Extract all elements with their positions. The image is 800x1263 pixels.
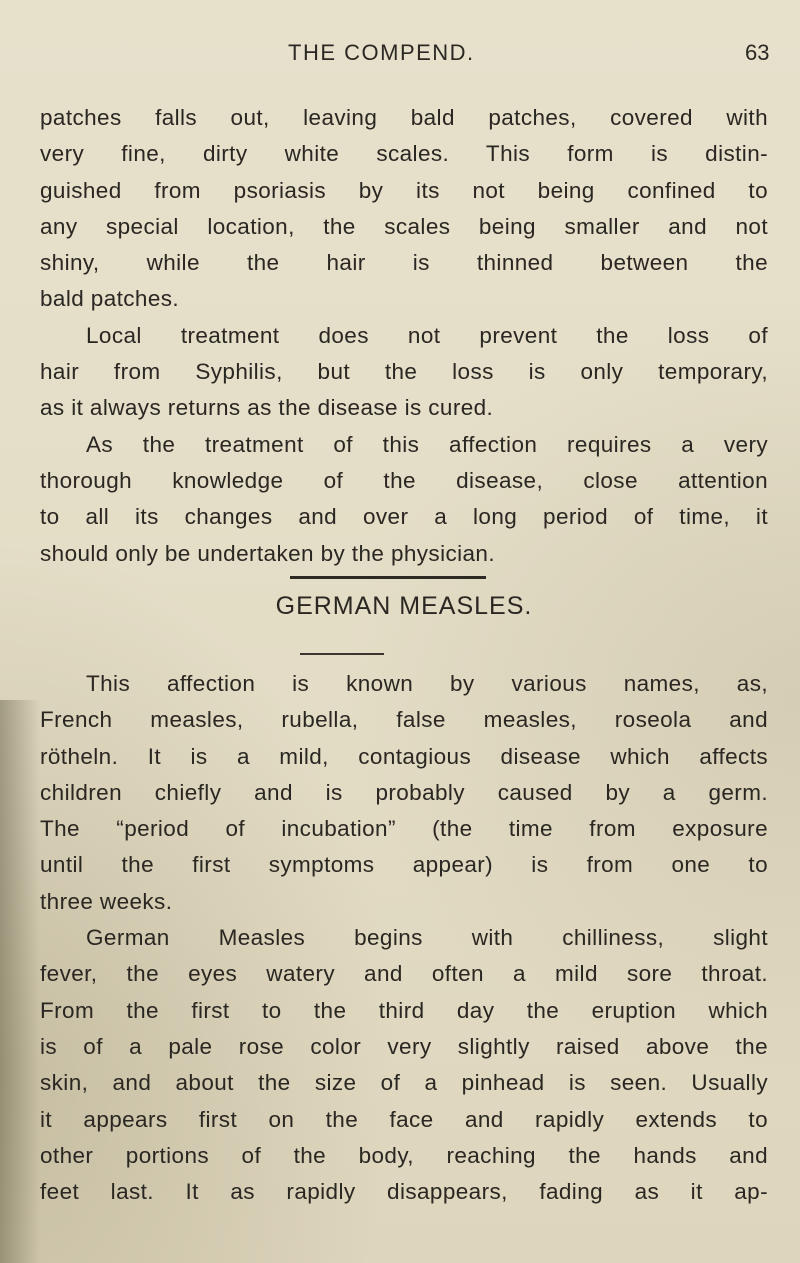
running-title: THE COMPEND.: [288, 40, 475, 65]
text-line: children chiefly and is probably caused by a germ.: [40, 779, 768, 805]
text-line: German Measles begins with chilliness, slight: [86, 925, 768, 951]
text-line: to all its changes and over a long period of time, it: [40, 504, 768, 530]
text-line: From the first to the third day the eruption which: [40, 997, 768, 1023]
text-line: hair from Syphilis, but the loss is only temporary,: [40, 359, 768, 385]
section-divider-rule: [290, 576, 486, 579]
text-line: French measles, rubella, false measles, roseola and: [40, 707, 768, 733]
text-line: is of a pale rose color very slightly raised above the: [40, 1033, 768, 1059]
text-line: thorough knowledge of the disease, close attention: [40, 467, 768, 493]
page-edge-shadow: [0, 700, 40, 1263]
text-line: patches falls out, leaving bald patches, covered with: [40, 105, 768, 130]
running-head: [0, 32, 800, 72]
paragraph-block-german-measles: [40, 666, 768, 1210]
text-line: feet last. It as rapidly disappears, fading as it ap-: [40, 1179, 768, 1205]
text-line: As the treatment of this affection requires a very: [86, 431, 768, 457]
text-line: rötheln. It is a mild, contagious disease which affects: [40, 743, 768, 769]
text-line: Local treatment does not prevent the loss of: [86, 322, 768, 348]
text-line: skin, and about the size of a pinhead is seen. Usually: [40, 1070, 768, 1096]
text-line: other portions of the body, reaching the hands and: [40, 1142, 768, 1168]
text-line: fever, the eyes watery and often a mild sore throat.: [40, 961, 768, 987]
text-line: bald patches.: [40, 286, 180, 312]
text-line: it appears first on the face and rapidly extends to: [40, 1106, 768, 1132]
text-line: shiny, while the hair is thinned between the: [40, 250, 768, 276]
text-line: as it always returns as the disease is cured.: [40, 395, 494, 421]
text-line: The “period of incubation” (the time from exposure: [40, 816, 768, 842]
text-line: any special location, the scales being smaller and not: [40, 213, 768, 239]
text-line: very fine, dirty white scales. This form is distin-: [40, 141, 768, 167]
text-line: guished from psoriasis by its not being confined to: [40, 177, 768, 203]
section-heading: GERMAN MEASLES.: [275, 592, 533, 620]
text-line: until the first symptoms appear) is from one to: [40, 852, 768, 878]
page-number: 63: [745, 40, 770, 65]
heading-underline-rule: [300, 653, 384, 655]
text-line: This affection is known by various names, as,: [86, 671, 768, 696]
text-line: should only be undertaken by the physician.: [40, 540, 495, 566]
text-line: three weeks.: [40, 888, 173, 914]
paragraph-block-alopecia: [40, 100, 768, 572]
